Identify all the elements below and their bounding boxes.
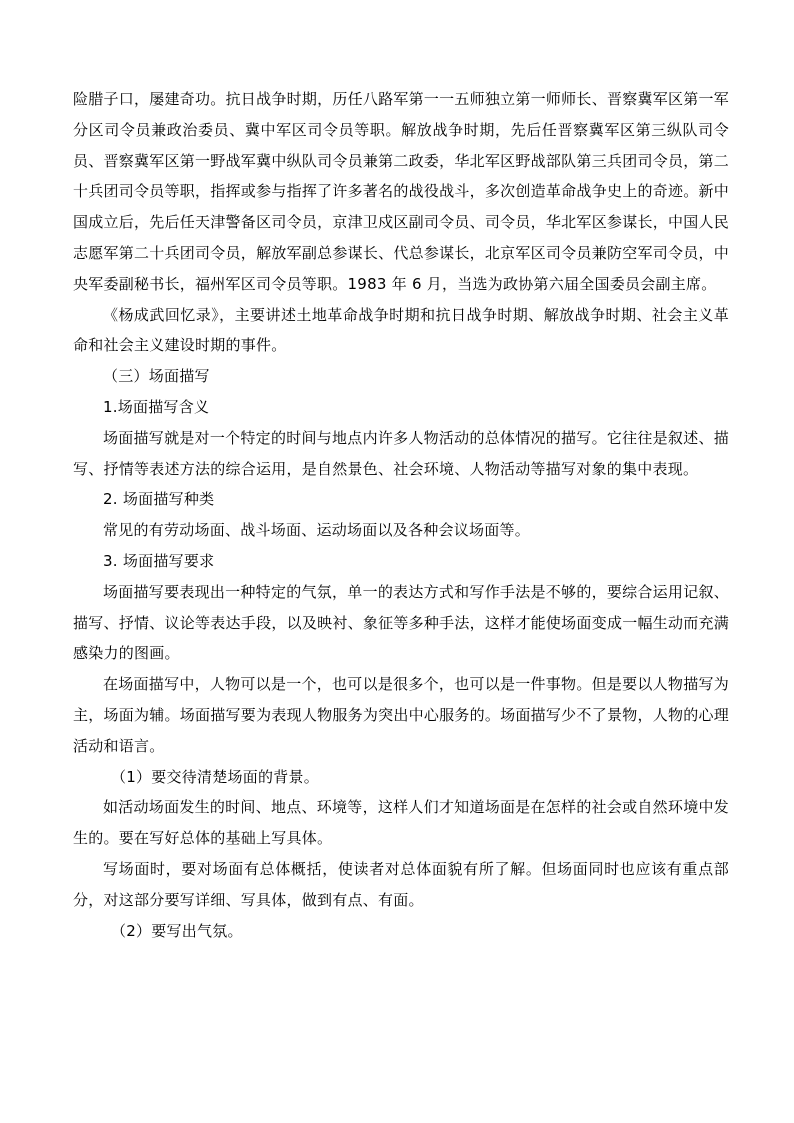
paragraph-requirements-2: 在场面描写中，人物可以是一个，也可以是很多个，也可以是一件事物。但是要以人物描写为主，场面为辅。场面描写要为表现人物服务为突出中心服务的。场面描写少不了景物，人物的心理活动和语言。 — [73, 675, 729, 755]
document-body — [73, 84, 729, 946]
paragraph-biography-continued: 险腊子口，屡建奇功。抗日战争时期，历任八路军第一一五师独立第一师师长、晋察冀军区第一军分区司令员兼政治委员、冀中军区司令员等职。解放战争时期，先后任晋察冀军区第三纵队司令员、晋察冀军区第一野战军冀中纵队司令员兼第二政委，华北军区野战部队第三兵团司令员，第二十兵团司令员等职，指挥或参与指挥了许多著名的战役战斗，多次创造革命战争史上的奇迹。新中国成立后，先后任天津警备区司令员，京津卫戍区副司令员、司令员，华北军区参谋长，中国人民志愿军第二十兵团司令员，解放军副总参谋长、代总参谋长，北京军区司令员兼防空军司令员，中央军委副秘书长，福州军区司令员等职。1983 年 6 月，当选为政协第六届全国委员会副主席。 — [73, 90, 729, 293]
paragraph-types: 常见的有劳动场面、战斗场面、运动场面以及各种会议场面等。 — [103, 521, 531, 540]
subheading-types: 2. 场面描写种类 — [103, 490, 215, 509]
paragraph-definition: 场面描写就是对一个特定的时间与地点内许多人物活动的总体情况的描写。它往往是叙述、描写、抒情等表述方法的综合运用，是自然景色、社会环境、人物活动等描写对象的集中表现。 — [73, 428, 729, 478]
list-item-background: （1）要交待清楚场面的背景。 — [111, 767, 320, 786]
paragraph-requirements-1: 场面描写要表现出一种特定的气氛，单一的表达方式和写作手法是不够的，要综合运用记叙、描写、抒情、议论等表达手段，以及映衬、象征等多种手法，这样才能使场面变成一幅生动而充满感染力的图画。 — [73, 582, 729, 663]
list-item-atmosphere: （2）要写出气氛。 — [111, 921, 243, 940]
paragraph-overview-detail: 写场面时，要对场面有总体概括，使读者对总体面貌有所了解。但场面同时也应该有重点部分，对这部分要写详细、写具体，做到有点、有面。 — [73, 859, 729, 909]
subheading-requirements: 3. 场面描写要求 — [103, 551, 215, 570]
paragraph-memoir-summary: 《杨成武回忆录》，主要讲述土地革命战争时期和抗日战争时期、解放战争时期、社会主义革命和社会主义建设时期的事件。 — [73, 305, 729, 355]
section-heading-scene-description: （三）场面描写 — [103, 367, 210, 386]
subheading-definition: 1.场面描写含义 — [103, 397, 210, 416]
paragraph-background-detail: 如活动场面发生的时间、地点、环境等，这样人们才知道场面是在怎样的社会或自然环境中发生的。要在写好总体的基础上写具体。 — [73, 798, 729, 848]
